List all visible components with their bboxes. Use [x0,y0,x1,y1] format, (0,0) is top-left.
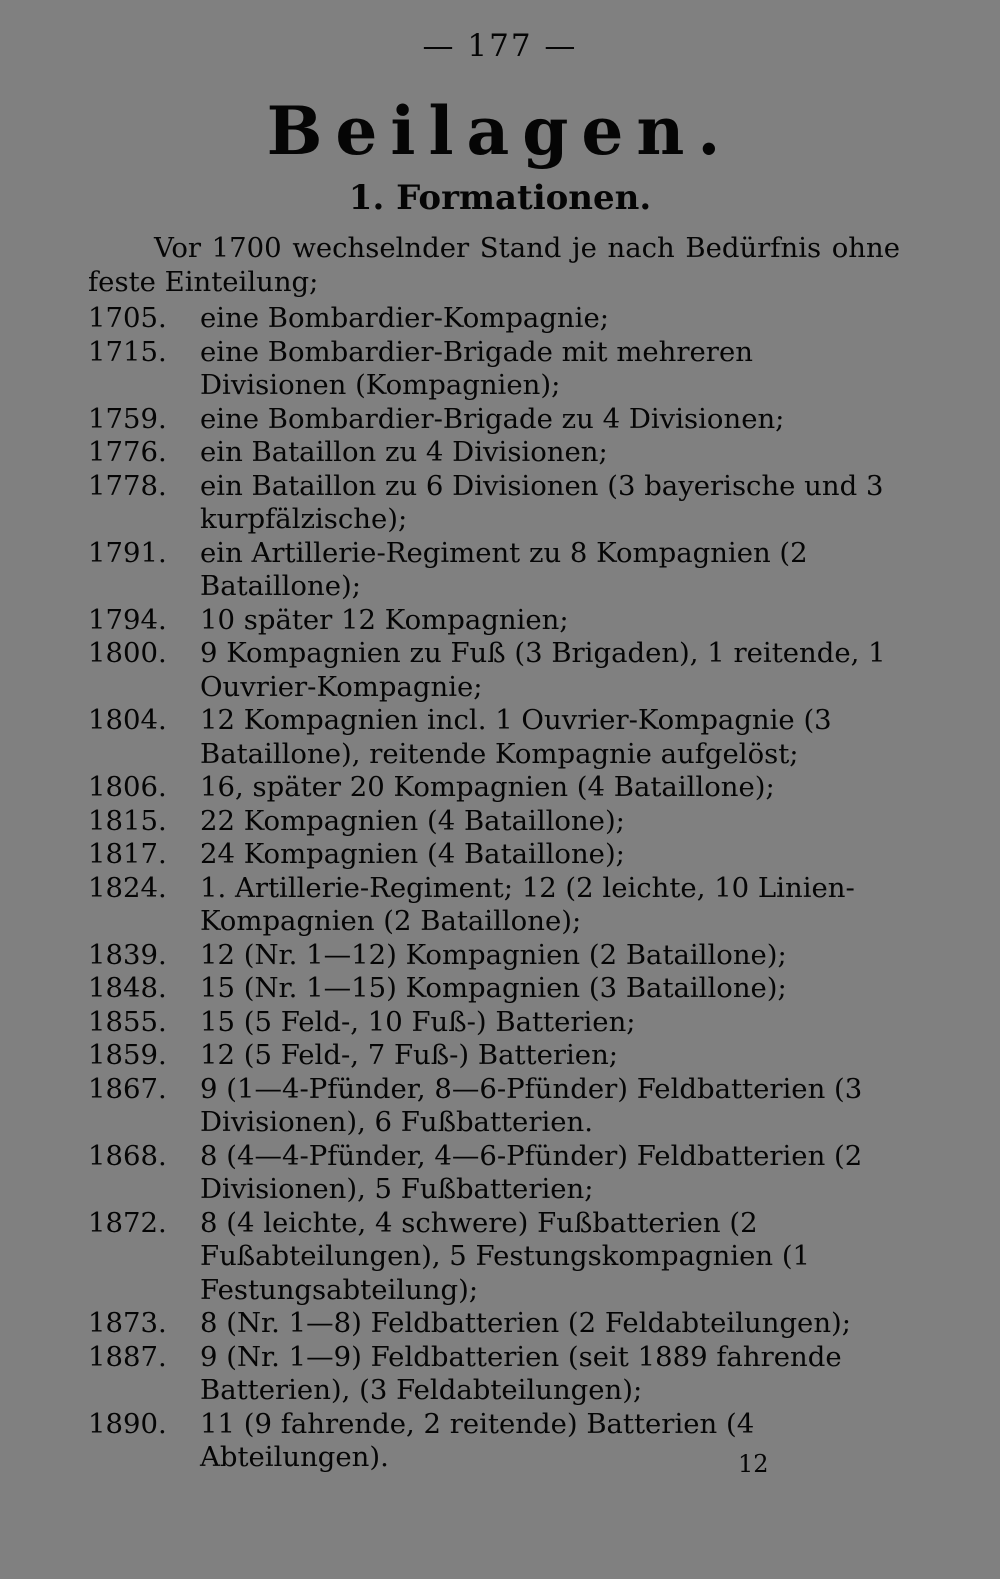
entry-text: 22 Kompagnien (4 Bataillone); [200,804,625,837]
list-item [88,302,900,336]
entry-text: 12 (Nr. 1—12) Kompagnien (2 Bataillone); [200,938,787,971]
entry-text: 24 Kompagnien (4 Bataillone); [200,838,625,870]
entry-text: 9 (Nr. 1—9) Feldbatterien (seit 1889 fahrende Batterien), (3 Feldabteilungen); [200,1340,842,1406]
section-title: 1. Formationen. [348,178,652,218]
entry-year: 1867. [88,1072,167,1105]
list-item [88,838,900,872]
entry-year: 1855. [88,1005,167,1038]
list-item [88,604,900,638]
entry-year: 1890. [88,1407,167,1440]
intro-paragraph: Vor 1700 wechselnder Stand je nach Bedürfnis ohne feste Einteilung; [88,232,900,298]
entry-year: 1868. [88,1139,167,1172]
entry-text: 9 (1—4-Pfünder, 8—6-Pfünder) Feldbatterien (3 Divisionen), 6 Fußbatterien. [200,1072,863,1138]
entry-text: 11 (9 fahrende, 2 reitende) Batterien (4 Abteilungen). [200,1407,755,1473]
entry-year: 1873. [88,1307,167,1339]
page-number: — 177 — [422,28,578,64]
entry-year: 1800. [88,637,167,669]
list-item [88,436,900,470]
entry-text: 15 (Nr. 1—15) Kompagnien (3 Bataillone); [200,972,787,1004]
list-item [88,1341,900,1408]
entry-text: eine Bombardier-Brigade zu 4 Divisionen; [200,402,785,435]
formation-list [88,302,900,1475]
entry-year: 1791. [88,536,167,569]
entry-text: 15 (5 Feld-, 10 Fuß-) Batterien; [200,1005,636,1038]
list-item [88,1140,900,1207]
list-item [88,805,900,839]
list-item [88,537,900,604]
list-item [88,403,900,437]
entry-year: 1859. [88,1039,167,1071]
entry-text: 9 Kompagnien zu Fuß (3 Brigaden), 1 reitende, 1 Ouvrier-Kompagnie; [200,637,886,703]
list-item [88,1073,900,1140]
entry-text: ein Artillerie-Regiment zu 8 Kompagnien (2 Bataillone); [200,536,808,602]
list-item [88,939,900,973]
list-item [88,1408,900,1475]
signature-mark: 12 [738,1450,769,1478]
entry-text: 8 (Nr. 1—8) Feldbatterien (2 Feldabteilungen); [200,1307,852,1339]
entry-year: 1705. [88,302,167,334]
list-item [88,1006,900,1040]
entry-text: 10 später 12 Kompagnien; [200,603,569,636]
entry-year: 1872. [88,1206,167,1239]
entry-year: 1778. [88,469,167,502]
entry-text: 12 (5 Feld-, 7 Fuß-) Batterien; [200,1039,619,1071]
list-item [88,1207,900,1308]
entry-year: 1776. [88,436,167,468]
entry-text: ein Bataillon zu 6 Divisionen (3 bayerische und 3 kurpfälzische); [200,469,884,535]
list-item [88,336,900,403]
page-title: Beilagen. [266,92,734,170]
entry-text: 8 (4—4-Pfünder, 4—6-Pfünder) Feldbatterien (2 Divisionen), 5 Fußbatterien; [200,1139,863,1205]
list-item [88,771,900,805]
entry-year: 1839. [88,938,167,971]
list-item [88,872,900,939]
entry-year: 1715. [88,335,167,368]
entry-text: 1. Artillerie-Regiment; 12 (2 leichte, 10 Linien-Kompagnien (2 Bataillone); [200,871,855,937]
entry-year: 1824. [88,871,167,904]
entry-year: 1804. [88,704,167,736]
entry-text: 16, später 20 Kompagnien (4 Bataillone); [200,771,775,803]
list-item [88,972,900,1006]
list-item [88,704,900,771]
entry-year: 1815. [88,804,167,837]
entry-text: eine Bombardier-Kompagnie; [200,302,609,334]
entry-year: 1759. [88,402,167,435]
list-item [88,470,900,537]
entry-year: 1794. [88,603,167,636]
list-item [88,637,900,704]
entry-year: 1817. [88,838,167,870]
list-item [88,1307,900,1341]
entry-year: 1848. [88,972,167,1004]
entry-year: 1806. [88,771,167,803]
entry-year: 1887. [88,1340,167,1373]
list-item [88,1039,900,1073]
entry-text: eine Bombardier-Brigade mit mehreren Divisionen (Kompagnien); [200,335,753,401]
entry-text: ein Bataillon zu 4 Divisionen; [200,436,608,468]
entry-text: 8 (4 leichte, 4 schwere) Fußbatterien (2 Fußabteilungen), 5 Festungskompagnien (1 Festungsabteilung); [200,1206,811,1306]
entry-text: 12 Kompagnien incl. 1 Ouvrier-Kompagnie (3 Bataillone), reitende Kompagnie aufgelöst; [200,704,832,770]
